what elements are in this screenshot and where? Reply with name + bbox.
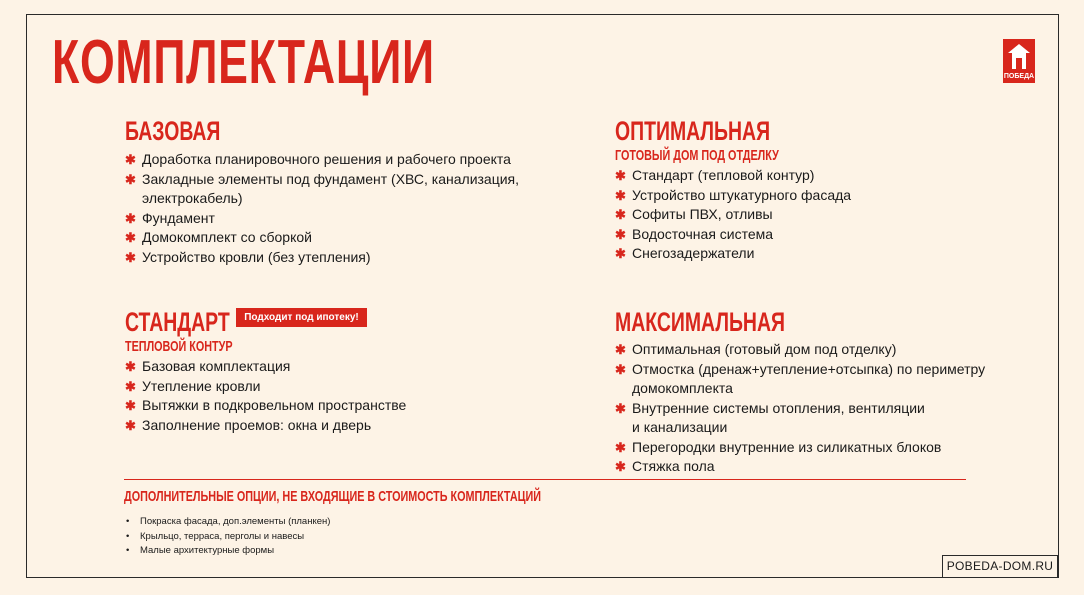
extras-item (124, 515, 330, 530)
list-item (615, 166, 1055, 186)
list-item (125, 377, 565, 397)
section-subtitle: ТЕПЛОВОЙ КОНТУР (125, 338, 233, 355)
section-title: МАКСИМАЛЬНАЯ (615, 307, 785, 337)
list-item (125, 248, 565, 268)
asterisk-icon: ✱ (125, 417, 136, 433)
maximal-items (615, 340, 1055, 477)
asterisk-icon: ✱ (125, 152, 136, 167)
optimal-items (615, 166, 1055, 264)
extras-item (124, 530, 330, 545)
list-item-text: Домокомплект со сборкой (142, 229, 312, 245)
list-item (125, 228, 565, 248)
list-item (615, 438, 1055, 458)
logo-label: ПОБЕДА (1003, 71, 1035, 83)
asterisk-icon: ✱ (125, 230, 136, 245)
list-item-text: Базовая комплектация (142, 358, 291, 374)
list-item-text: Внутренние системы отопления, вентиляции и канализации (632, 399, 925, 435)
extras-item-text: Крыльцо, терраса, перголы и навесы (140, 530, 305, 542)
list-item-text: Снегозадержатели (632, 245, 755, 261)
section-title: БАЗОВАЯ (125, 116, 221, 146)
asterisk-icon: ✱ (125, 249, 136, 265)
list-item-text: Устройство кровли (без утепления) (142, 248, 371, 265)
extras-item (124, 544, 330, 559)
asterisk-icon: ✱ (125, 359, 136, 374)
extras-items (124, 515, 330, 559)
asterisk-icon: ✱ (615, 226, 626, 242)
bullet-icon: • (126, 530, 130, 542)
extras-title: ДОПОЛНИТЕЛЬНЫЕ ОПЦИИ, НЕ ВХОДЯЩИЕ В СТОИМОСТЬ КОМПЛЕКТАЦИЙ (124, 488, 542, 505)
list-item (125, 416, 565, 436)
list-item (125, 357, 565, 377)
asterisk-icon: ✱ (615, 361, 626, 377)
list-item-text: Водосточная система (632, 225, 774, 242)
asterisk-icon: ✱ (615, 342, 626, 357)
asterisk-icon: ✱ (125, 398, 136, 413)
base-items (125, 150, 565, 267)
list-item (615, 399, 1055, 438)
asterisk-icon: ✱ (615, 187, 626, 203)
list-item (615, 244, 1055, 264)
section-subtitle: ГОТОВЫЙ ДОМ ПОД ОТДЕЛКУ (615, 147, 779, 164)
list-item-text: Перегородки внутренние из силикатных блоков (632, 438, 942, 455)
list-item-text: Устройство штукатурного фасада (632, 186, 852, 203)
list-item-text: Утепление кровли (142, 377, 261, 394)
list-item (125, 150, 565, 170)
house-logo-icon (1003, 39, 1035, 71)
divider (124, 479, 966, 480)
list-item-text: Вытяжки в подкровельном пространстве (142, 397, 407, 413)
asterisk-icon: ✱ (125, 378, 136, 394)
section-optimal (615, 116, 1055, 264)
section-base (125, 116, 565, 267)
extras-item-text: Покраска фасада, доп.элементы (планкен) (140, 516, 331, 527)
section-title: СТАНДАРТ (125, 307, 230, 337)
section-title: ОПТИМАЛЬНАЯ (615, 116, 771, 146)
list-item (615, 205, 1055, 225)
list-item (615, 340, 1055, 360)
website-label: POBEDA-DOM.RU (942, 555, 1058, 578)
asterisk-icon: ✱ (615, 207, 626, 222)
asterisk-icon: ✱ (615, 439, 626, 455)
list-item-text: Стандарт (тепловой контур) (632, 167, 815, 183)
section-maximal (615, 307, 1055, 477)
standard-items (125, 357, 565, 435)
list-item-text: Заполнение проемов: окна и дверь (142, 416, 372, 433)
list-item (615, 225, 1055, 245)
bullet-icon: • (126, 545, 130, 556)
asterisk-icon: ✱ (125, 171, 136, 187)
mortgage-badge: Подходит под ипотеку! (236, 308, 367, 327)
brand-logo (1003, 39, 1035, 83)
list-item-text: Доработка планировочного решения и рабочего проекта (142, 151, 511, 167)
list-item-text: Отмостка (дренаж+утепление+отсыпка) по периметру домокомплекта (632, 360, 986, 396)
list-item-text: Фундамент (142, 209, 215, 226)
list-item (615, 186, 1055, 206)
list-item-text: Оптимальная (готовый дом под отделку) (632, 341, 897, 357)
asterisk-icon: ✱ (615, 246, 626, 261)
asterisk-icon: ✱ (615, 459, 626, 474)
list-item-text: Закладные элементы под фундамент (ХВС, канализация, электрокабель) (142, 170, 520, 206)
list-item (615, 457, 1055, 477)
list-item-text: Софиты ПВХ, отливы (632, 206, 773, 222)
asterisk-icon: ✱ (125, 210, 136, 226)
page-title: КОМПЛЕКТАЦИИ (52, 28, 435, 97)
list-item (125, 170, 565, 209)
bullet-icon: • (126, 516, 130, 527)
extras-item-text: Малые архитектурные формы (140, 545, 275, 556)
list-item (125, 209, 565, 229)
list-item (125, 396, 565, 416)
list-item-text: Стяжка пола (632, 458, 715, 474)
asterisk-icon: ✱ (615, 400, 626, 416)
asterisk-icon: ✱ (615, 168, 626, 183)
list-item (615, 360, 1055, 399)
